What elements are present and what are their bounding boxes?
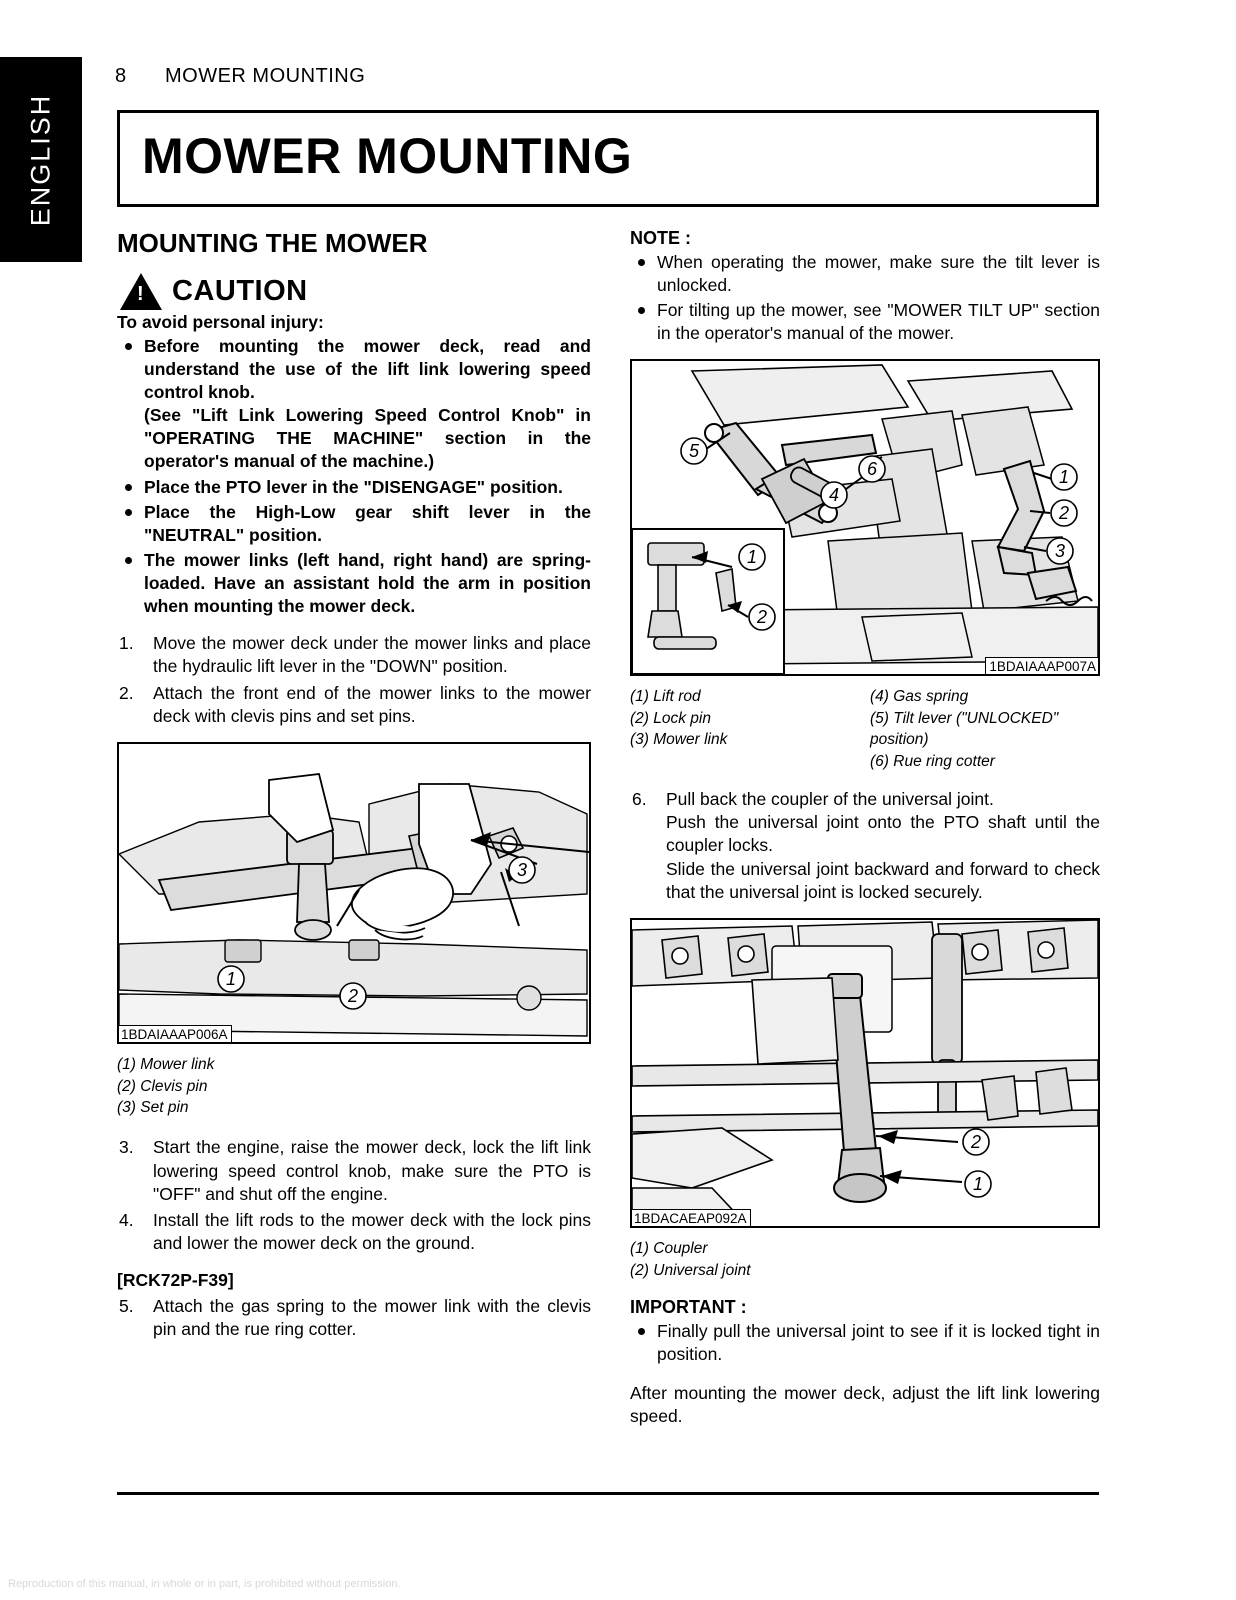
svg-text:1: 1 <box>747 547 758 568</box>
figure-3-legend <box>630 1238 1100 1281</box>
step-3-text: Start the engine, raise the mower deck, lock the lift link lowering speed control knob, make sure the PTO is "OFF" and shut off the engine. <box>153 1137 591 1204</box>
svg-text:1: 1 <box>226 969 237 990</box>
figure-2-legend-item-3: (3) Mower link <box>630 731 728 749</box>
step-6-line-2: Push the universal joint onto the PTO shaft until the coupler locks. <box>666 812 1100 856</box>
caution-item-1-line2: (See "Lift Link Lowering Speed Control Knob" in "OPERATING THE MACHINE" section in the operator's manual of the machine.) <box>144 405 591 472</box>
important-heading: IMPORTANT : <box>630 1296 747 1317</box>
figure-1-illustration <box>119 744 589 1042</box>
footer-rule <box>117 1492 1099 1495</box>
step-6-line-3: Slide the universal joint backward and forward to check that the universal joint is locked securely. <box>666 858 1100 902</box>
figure-2-code: 1BDAIAAAP007A <box>985 657 1099 675</box>
svg-text:1: 1 <box>1059 467 1070 488</box>
figure-2-legend-item-4: (4) Gas spring <box>870 688 969 706</box>
language-tab <box>0 57 82 262</box>
language-tab-label: ENGLISH <box>25 93 56 226</box>
figure-1-legend-item-3: (3) Set pin <box>117 1098 189 1116</box>
right-column <box>630 228 1100 1429</box>
closing-paragraph: After mounting the mower deck, adjust the lift link lowering speed. <box>630 1383 1100 1427</box>
svg-text:2: 2 <box>757 607 768 628</box>
important-list <box>630 1320 1100 1366</box>
section-heading: MOUNTING THE MOWER <box>117 228 428 258</box>
figure-2-legend-right <box>870 686 1100 772</box>
caution-item-4: The mower links (left hand, right hand) are spring-loaded. Have an assistant hold the arm in position when mounting the mower deck. <box>117 549 591 618</box>
figure-1-legend-item-2: (2) Clevis pin <box>117 1077 208 1095</box>
step-1 <box>117 632 591 679</box>
figure-3-legend-item-2: (2) Universal joint <box>630 1261 751 1279</box>
warning-triangle-icon <box>120 273 162 310</box>
svg-text:6: 6 <box>867 459 878 480</box>
figure-2-illustration <box>632 361 1098 674</box>
figure-mower-link-attachment <box>117 742 591 1044</box>
important-item-1: Finally pull the universal joint to see if it is locked tight in position. <box>630 1320 1100 1366</box>
figure-universal-joint <box>630 918 1100 1228</box>
svg-text:5: 5 <box>689 441 700 462</box>
figure-2-legend-left <box>630 686 860 772</box>
caution-list <box>117 335 591 618</box>
figure-2-legend-item-5: (5) Tilt lever ("UNLOCKED" position) <box>870 709 1059 749</box>
step-5-text: Attach the gas spring to the mower link with the clevis pin and the rue ring cotter. <box>153 1295 591 1339</box>
note-item-2: For tilting up the mower, see "MOWER TILT UP" section in the operator's manual of the mower. <box>630 299 1100 345</box>
step-2 <box>117 682 591 729</box>
note-heading: NOTE : <box>630 228 691 248</box>
steps-list-4 <box>630 788 1100 904</box>
svg-text:2: 2 <box>971 1132 982 1153</box>
figure-2-legend-item-2: (2) Lock pin <box>630 709 711 727</box>
steps-list-1 <box>117 632 591 728</box>
svg-text:3: 3 <box>1055 541 1066 562</box>
step-5 <box>117 1295 591 1342</box>
step-1-text: Move the mower deck under the mower links and place the hydraulic lift lever in the "DOWN" position. <box>153 633 591 677</box>
left-column <box>117 228 591 1344</box>
figure-2-legend-item-1: (1) Lift rod <box>630 688 701 706</box>
step-6 <box>630 788 1100 904</box>
figure-lift-rod-tilt-lever <box>630 359 1100 676</box>
page-number: 8 <box>115 65 127 87</box>
steps-list-2 <box>117 1136 591 1255</box>
caution-item-2: Place the PTO lever in the "DISENGAGE" position. <box>117 476 591 499</box>
svg-text:2: 2 <box>1059 503 1070 524</box>
figure-1-code: 1BDAIAAAP006A <box>118 1025 232 1043</box>
note-list <box>630 251 1100 345</box>
figure-2-legend-item-6: (6) Rue ring cotter <box>870 752 995 770</box>
svg-text:1: 1 <box>973 1174 984 1195</box>
chapter-title-box <box>117 110 1099 207</box>
model-tag: [RCK72P-F39] <box>117 1269 234 1290</box>
step-3-number: 3. <box>119 1137 134 1158</box>
steps-list-3 <box>117 1295 591 1342</box>
figure-3-legend-item-1: (1) Coupler <box>630 1240 708 1258</box>
figure-1-legend <box>117 1054 591 1118</box>
caution-item-1 <box>117 335 591 474</box>
step-6-number: 6. <box>632 788 647 809</box>
step-3 <box>117 1136 591 1206</box>
caution-intro: To avoid personal injury: <box>117 312 324 332</box>
figure-1-legend-item-1: (1) Mower link <box>117 1056 215 1074</box>
step-4 <box>117 1209 591 1256</box>
caution-item-3: Place the High-Low gear shift lever in the "NEUTRAL" position. <box>117 501 591 547</box>
step-4-text: Install the lift rods to the mower deck with the lock pins and lower the mower deck on the ground. <box>153 1210 591 1254</box>
chapter-title: MOWER MOUNTING <box>142 128 633 184</box>
step-1-number: 1. <box>119 633 134 654</box>
svg-text:2: 2 <box>348 986 359 1007</box>
step-6-line-1: Pull back the coupler of the universal joint. <box>666 788 994 809</box>
caution-label: CAUTION <box>172 275 308 307</box>
running-head: MOWER MOUNTING <box>165 65 366 87</box>
figure-2-legend <box>630 686 1100 772</box>
step-4-number: 4. <box>119 1210 134 1231</box>
step-2-text: Attach the front end of the mower links to the mower deck with clevis pins and set pins. <box>153 682 591 726</box>
footer-faint-text: Reproduction of this manual, in whole or in part, is prohibited without permission. <box>8 1578 401 1590</box>
note-item-1: When operating the mower, make sure the tilt lever is unlocked. <box>630 251 1100 297</box>
step-2-number: 2. <box>119 682 134 703</box>
svg-text:4: 4 <box>829 485 840 506</box>
figure-3-code: 1BDACAEAP092A <box>631 1209 751 1227</box>
svg-text:3: 3 <box>517 860 528 881</box>
caution-item-1-line1: Before mounting the mower deck, read and understand the use of the lift link lowering speed control knob. <box>144 336 591 403</box>
step-5-number: 5. <box>119 1295 134 1316</box>
caution-header <box>120 273 591 310</box>
figure-3-illustration <box>632 920 1098 1226</box>
